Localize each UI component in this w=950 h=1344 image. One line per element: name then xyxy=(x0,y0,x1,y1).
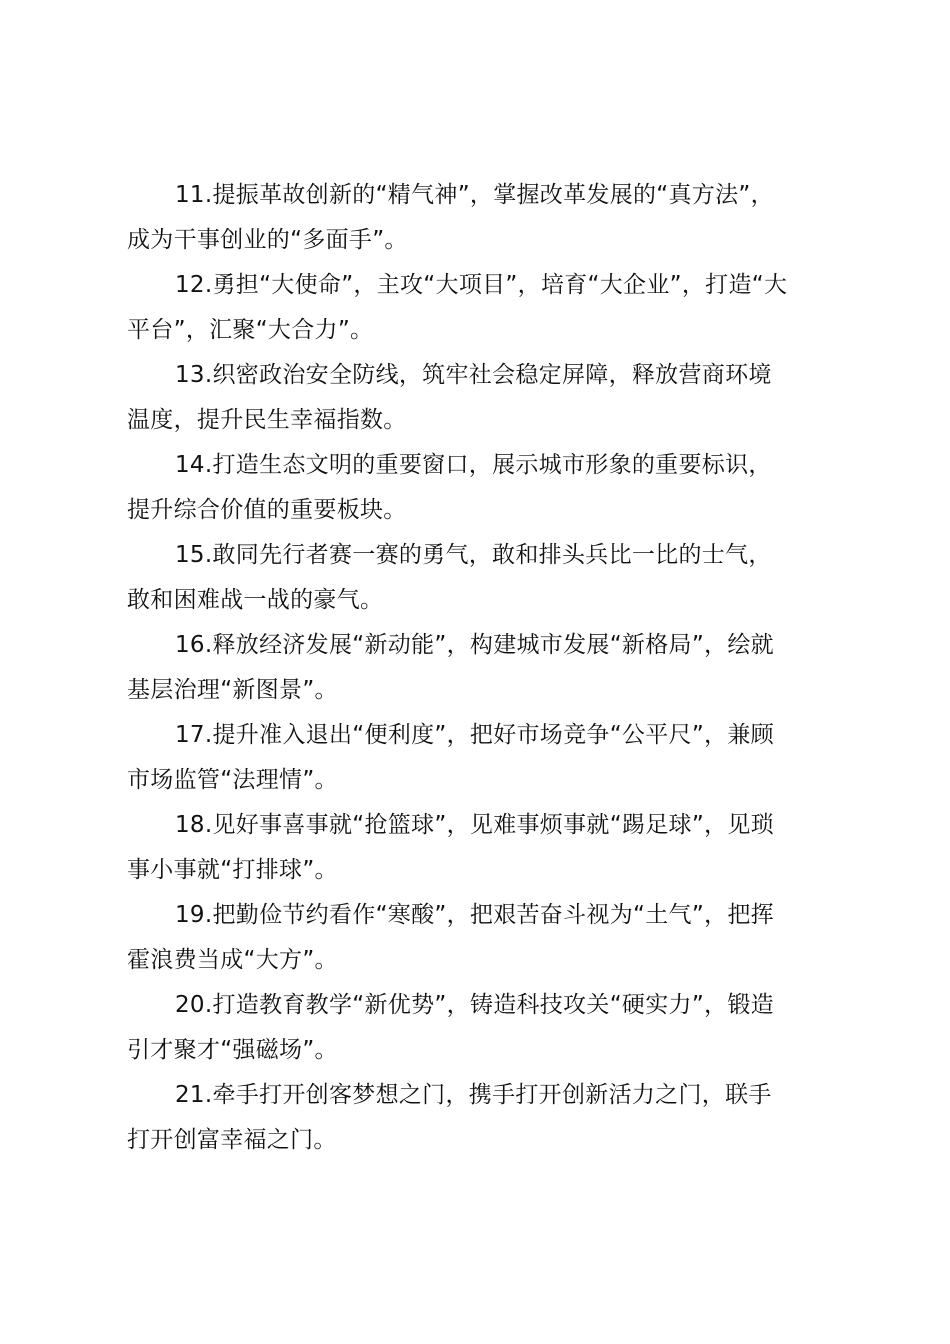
paragraph-line: 温度，提升民生幸福指数。 xyxy=(127,407,407,433)
paragraph-line: 21.牵手打开创客梦想之门，携手打开创新活力之门，联手 xyxy=(175,1082,772,1108)
paragraph-21 xyxy=(127,1073,827,1163)
paragraph-17 xyxy=(127,713,827,803)
paragraph-line: 16.释放经济发展“新动能”，构建城市发展“新格局”，绘就 xyxy=(175,632,774,658)
paragraph-line: 20.打造教育教学“新优势”，铸造科技攻关“硬实力”，锻造 xyxy=(175,992,774,1018)
paragraph-line: 引才聚才“强磁场”。 xyxy=(127,1037,338,1063)
paragraph-line: 11.提振革故创新的“精气神”，掌握改革发展的“真方法”， xyxy=(175,182,774,208)
document-body xyxy=(127,173,827,1163)
paragraph-line: 15.敢同先行者赛一赛的勇气，敢和排头兵比一比的士气， xyxy=(175,542,772,568)
paragraph-line: 14.打造生态文明的重要窗口，展示城市形象的重要标识， xyxy=(175,452,772,478)
paragraph-line: 基层治理“新图景”。 xyxy=(127,677,338,703)
paragraph-line: 市场监管“法理情”。 xyxy=(127,767,338,793)
paragraph-11 xyxy=(127,173,827,263)
paragraph-line: 18.见好事喜事就“抢篮球”，见难事烦事就“踢足球”，见琐 xyxy=(175,812,774,838)
paragraph-line: 12.勇担“大使命”，主攻“大项目”，培育“大企业”，打造“大 xyxy=(175,272,788,298)
paragraph-14 xyxy=(127,443,827,533)
paragraph-line: 敢和困难战一战的豪气。 xyxy=(127,587,384,613)
paragraph-18 xyxy=(127,803,827,893)
paragraph-19 xyxy=(127,893,827,983)
paragraph-line: 成为干事创业的“多面手”。 xyxy=(127,227,408,253)
paragraph-12 xyxy=(127,263,827,353)
paragraph-line: 提升综合价值的重要板块。 xyxy=(127,497,407,523)
paragraph-line: 平台”，汇聚“大合力”。 xyxy=(127,317,374,343)
paragraph-15 xyxy=(127,533,827,623)
paragraph-13 xyxy=(127,353,827,443)
paragraph-16 xyxy=(127,623,827,713)
paragraph-line: 霍浪费当成“大方”。 xyxy=(127,947,338,973)
paragraph-line: 打开创富幸福之门。 xyxy=(127,1127,337,1153)
paragraph-line: 13.织密政治安全防线，筑牢社会稳定屏障，释放营商环境 xyxy=(175,362,772,388)
paragraph-line: 17.提升准入退出“便利度”，把好市场竞争“公平尺”，兼顾 xyxy=(175,722,774,748)
paragraph-line: 事小事就“打排球”。 xyxy=(127,857,338,883)
paragraph-line: 19.把勤俭节约看作“寒酸”，把艰苦奋斗视为“土气”，把挥 xyxy=(175,902,774,928)
paragraph-20 xyxy=(127,983,827,1073)
